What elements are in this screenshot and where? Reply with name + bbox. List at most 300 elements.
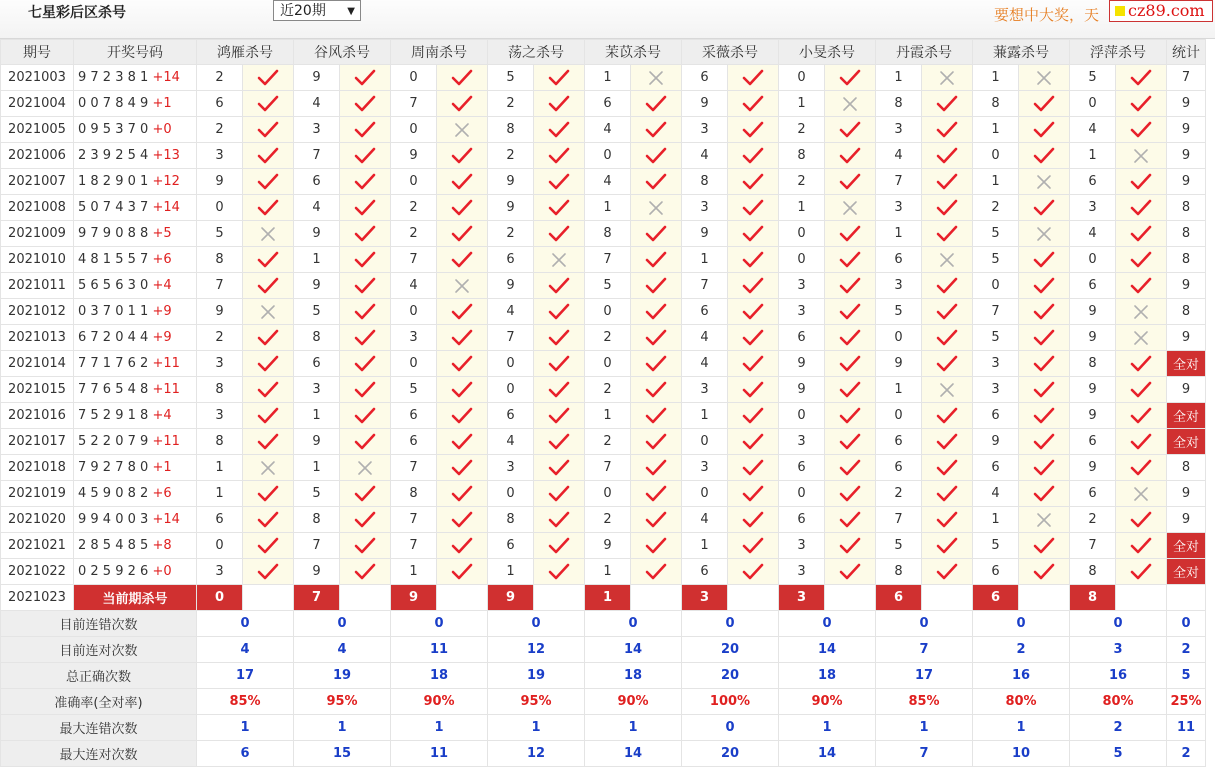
check-icon	[825, 533, 876, 559]
summary-value: 18	[779, 663, 876, 689]
current-kill-number: 3	[682, 585, 728, 611]
check-icon	[728, 221, 779, 247]
kill-number: 3	[779, 559, 825, 585]
kill-number: 1	[682, 533, 728, 559]
summary-stat: 2	[1167, 637, 1206, 663]
kill-number: 5	[1070, 65, 1116, 91]
summary-value: 0	[876, 611, 973, 637]
check-icon	[1019, 325, 1070, 351]
summary-label: 目前连错次数	[1, 611, 197, 637]
check-icon	[825, 403, 876, 429]
kill-number: 6	[197, 91, 243, 117]
check-icon	[534, 221, 585, 247]
kill-number: 3	[197, 351, 243, 377]
check-icon	[534, 169, 585, 195]
summary-value: 18	[585, 663, 682, 689]
kill-number: 0	[876, 403, 922, 429]
kill-number: 4	[682, 507, 728, 533]
kill-number: 6	[779, 507, 825, 533]
header-expert: 鸿雁杀号	[197, 40, 294, 65]
kill-number: 6	[876, 429, 922, 455]
empty-cell	[437, 585, 488, 611]
draw-digits: 9 7 9 0 8 8	[78, 226, 149, 241]
stat-cell: 9	[1167, 117, 1206, 143]
stat-cell: 9	[1167, 481, 1206, 507]
summary-value: 17	[197, 663, 294, 689]
check-icon	[1116, 351, 1167, 377]
draw-cell	[74, 351, 197, 377]
draw-digits: 2 3 9 2 5 4	[78, 148, 149, 163]
kill-number: 9	[779, 377, 825, 403]
kill-number: 3	[682, 195, 728, 221]
kill-number: 3	[488, 455, 534, 481]
kill-number: 4	[294, 195, 340, 221]
issue-cell: 2021020	[1, 507, 74, 533]
kill-number: 9	[682, 91, 728, 117]
kill-number: 0	[585, 143, 631, 169]
summary-row	[1, 741, 1206, 767]
summary-value: 14	[779, 741, 876, 767]
kill-number: 6	[585, 91, 631, 117]
kill-number: 6	[1070, 429, 1116, 455]
kill-number: 3	[876, 195, 922, 221]
cross-icon	[922, 377, 973, 403]
empty-cell	[340, 585, 391, 611]
cross-icon	[631, 65, 682, 91]
kill-number: 2	[391, 221, 437, 247]
kill-number: 1	[682, 247, 728, 273]
cross-icon	[825, 91, 876, 117]
kill-number: 6	[682, 65, 728, 91]
stat-cell: 9	[1167, 169, 1206, 195]
kill-number: 3	[682, 455, 728, 481]
check-icon	[340, 533, 391, 559]
check-icon	[631, 429, 682, 455]
kill-number: 1	[682, 403, 728, 429]
cross-icon	[1019, 221, 1070, 247]
check-icon	[631, 169, 682, 195]
kill-number: 4	[876, 143, 922, 169]
check-icon	[1019, 377, 1070, 403]
summary-value: 7	[876, 637, 973, 663]
check-icon	[728, 429, 779, 455]
check-icon	[534, 559, 585, 585]
check-icon	[922, 559, 973, 585]
kill-number: 6	[682, 299, 728, 325]
summary-row	[1, 637, 1206, 663]
summary-value: 0	[1070, 611, 1167, 637]
check-icon	[922, 429, 973, 455]
kill-number: 7	[391, 455, 437, 481]
kill-number: 3	[294, 117, 340, 143]
check-icon	[728, 507, 779, 533]
table-row	[1, 221, 1206, 247]
check-icon	[728, 299, 779, 325]
check-icon	[631, 455, 682, 481]
draw-plus: +11	[152, 356, 180, 371]
check-icon	[534, 299, 585, 325]
stat-cell: 9	[1167, 507, 1206, 533]
draw-digits: 1 8 2 9 0 1	[78, 174, 149, 189]
kill-number: 5	[585, 273, 631, 299]
draw-digits: 0 9 5 3 7 0	[78, 122, 149, 137]
draw-plus: +1	[152, 96, 172, 111]
current-issue-row	[1, 585, 1206, 611]
current-issue: 2021023	[1, 585, 74, 611]
check-icon	[922, 221, 973, 247]
summary-value: 80%	[973, 689, 1070, 715]
issue-cell: 2021016	[1, 403, 74, 429]
summary-value: 14	[779, 637, 876, 663]
draw-digits: 5 6 5 6 3 0	[78, 278, 149, 293]
cross-icon	[1019, 65, 1070, 91]
check-icon	[728, 169, 779, 195]
kill-number: 0	[779, 247, 825, 273]
kill-number: 9	[876, 351, 922, 377]
summary-value: 10	[973, 741, 1070, 767]
check-icon	[825, 273, 876, 299]
summary-value: 14	[585, 741, 682, 767]
kill-number: 8	[876, 559, 922, 585]
kill-number: 7	[876, 507, 922, 533]
summary-value: 90%	[391, 689, 488, 715]
cross-icon	[534, 247, 585, 273]
summary-value: 4	[197, 637, 294, 663]
current-kill-number: 0	[197, 585, 243, 611]
stat-cell: 9	[1167, 377, 1206, 403]
kill-number: 1	[779, 195, 825, 221]
kill-number: 5	[488, 65, 534, 91]
check-icon	[825, 325, 876, 351]
check-icon	[243, 247, 294, 273]
check-icon	[825, 429, 876, 455]
check-icon	[437, 221, 488, 247]
check-icon	[1019, 91, 1070, 117]
draw-plus: +6	[152, 486, 172, 501]
empty-cell	[243, 585, 294, 611]
summary-value: 90%	[585, 689, 682, 715]
draw-cell	[74, 559, 197, 585]
check-icon	[728, 273, 779, 299]
kill-number: 0	[197, 533, 243, 559]
table-row	[1, 481, 1206, 507]
kill-number: 6	[391, 403, 437, 429]
kill-number: 0	[682, 481, 728, 507]
draw-plus: +11	[152, 382, 180, 397]
table-row	[1, 247, 1206, 273]
kill-number: 8	[973, 91, 1019, 117]
stat-cell: 8	[1167, 195, 1206, 221]
kill-number: 4	[973, 481, 1019, 507]
check-icon	[534, 91, 585, 117]
issue-cell: 2021005	[1, 117, 74, 143]
summary-value: 1	[973, 715, 1070, 741]
kill-number: 0	[779, 65, 825, 91]
kill-number: 6	[876, 247, 922, 273]
check-icon	[534, 351, 585, 377]
cross-icon	[437, 117, 488, 143]
check-icon	[825, 221, 876, 247]
kill-number: 3	[779, 533, 825, 559]
current-kill-number: 6	[876, 585, 922, 611]
check-icon	[243, 403, 294, 429]
kill-number: 8	[197, 377, 243, 403]
summary-value: 80%	[1070, 689, 1167, 715]
check-icon	[340, 559, 391, 585]
header-stat: 统计	[1167, 40, 1206, 65]
kill-number: 3	[294, 377, 340, 403]
cross-icon	[243, 221, 294, 247]
kill-number: 9	[973, 429, 1019, 455]
kill-number: 6	[1070, 273, 1116, 299]
current-kill-number: 9	[391, 585, 437, 611]
check-icon	[728, 117, 779, 143]
kill-number: 6	[488, 247, 534, 273]
check-icon	[1019, 533, 1070, 559]
check-icon	[243, 143, 294, 169]
header-expert: 荡之杀号	[488, 40, 585, 65]
summary-value: 4	[294, 637, 391, 663]
summary-value: 3	[1070, 637, 1167, 663]
kill-number: 0	[876, 325, 922, 351]
check-icon	[728, 91, 779, 117]
draw-cell	[74, 403, 197, 429]
check-icon	[631, 559, 682, 585]
check-icon	[1019, 117, 1070, 143]
draw-plus: +12	[152, 174, 180, 189]
kill-number: 0	[973, 273, 1019, 299]
table-row	[1, 195, 1206, 221]
all-right-badge: 全对	[1167, 403, 1206, 429]
draw-cell	[74, 507, 197, 533]
check-icon	[1116, 91, 1167, 117]
stat-cell: 9	[1167, 143, 1206, 169]
summary-value: 5	[1070, 741, 1167, 767]
check-icon	[243, 559, 294, 585]
stat-cell: 8	[1167, 221, 1206, 247]
kill-number: 9	[294, 65, 340, 91]
table-row	[1, 325, 1206, 351]
table-row	[1, 91, 1206, 117]
summary-stat: 25%	[1167, 689, 1206, 715]
summary-value: 0	[294, 611, 391, 637]
kill-number: 0	[391, 169, 437, 195]
kill-number: 9	[1070, 325, 1116, 351]
summary-row	[1, 689, 1206, 715]
check-icon	[922, 403, 973, 429]
draw-digits: 7 9 2 7 8 0	[78, 460, 149, 475]
check-icon	[825, 559, 876, 585]
summary-value: 85%	[197, 689, 294, 715]
issue-cell: 2021019	[1, 481, 74, 507]
summary-value: 11	[391, 637, 488, 663]
draw-cell	[74, 273, 197, 299]
summary-stat: 0	[1167, 611, 1206, 637]
check-icon	[340, 429, 391, 455]
check-icon	[728, 143, 779, 169]
kill-number: 6	[488, 403, 534, 429]
draw-plus: +14	[152, 200, 180, 215]
check-icon	[534, 65, 585, 91]
check-icon	[1019, 559, 1070, 585]
draw-plus: +14	[152, 512, 180, 527]
summary-value: 0	[682, 715, 779, 741]
stat-cell: 8	[1167, 455, 1206, 481]
check-icon	[1019, 273, 1070, 299]
check-icon	[437, 143, 488, 169]
kill-number: 7	[391, 91, 437, 117]
draw-cell	[74, 117, 197, 143]
check-icon	[631, 91, 682, 117]
draw-plus: +13	[152, 148, 180, 163]
cross-icon	[243, 299, 294, 325]
draw-digits: 9 9 4 0 0 3	[78, 512, 149, 527]
table-row	[1, 169, 1206, 195]
site-logo[interactable]	[1109, 0, 1213, 22]
header-expert: 丹霞杀号	[876, 40, 973, 65]
check-icon	[1116, 429, 1167, 455]
stat-cell: 8	[1167, 299, 1206, 325]
kill-number: 6	[391, 429, 437, 455]
issue-cell: 2021010	[1, 247, 74, 273]
table-header-row	[1, 40, 1206, 65]
check-icon	[631, 507, 682, 533]
header-expert: 小旻杀号	[779, 40, 876, 65]
current-kill-label: 当前期杀号	[74, 585, 197, 611]
kill-number: 4	[585, 169, 631, 195]
kill-number: 2	[585, 429, 631, 455]
table-row	[1, 299, 1206, 325]
summary-value: 1	[197, 715, 294, 741]
kill-number: 8	[488, 507, 534, 533]
check-icon	[728, 377, 779, 403]
draw-cell	[74, 429, 197, 455]
draw-cell	[74, 325, 197, 351]
kill-number: 5	[294, 299, 340, 325]
kill-number: 8	[488, 117, 534, 143]
kill-number: 7	[682, 273, 728, 299]
check-icon	[1116, 507, 1167, 533]
kill-number: 8	[391, 481, 437, 507]
summary-label: 最大连错次数	[1, 715, 197, 741]
header-issue: 期号	[1, 40, 74, 65]
check-icon	[437, 429, 488, 455]
draw-cell	[74, 377, 197, 403]
check-icon	[437, 325, 488, 351]
period-select[interactable]	[273, 0, 361, 21]
check-icon	[437, 65, 488, 91]
check-icon	[534, 195, 585, 221]
check-icon	[922, 455, 973, 481]
cross-icon	[1116, 481, 1167, 507]
table-row	[1, 403, 1206, 429]
check-icon	[340, 221, 391, 247]
kill-number: 6	[1070, 169, 1116, 195]
kill-number: 0	[1070, 247, 1116, 273]
check-icon	[1019, 481, 1070, 507]
cross-icon	[1019, 169, 1070, 195]
check-icon	[1116, 559, 1167, 585]
check-icon	[437, 403, 488, 429]
all-right-badge: 全对	[1167, 351, 1206, 377]
kill-number: 3	[197, 559, 243, 585]
top-bar	[0, 0, 1215, 39]
header-expert: 采薇杀号	[682, 40, 779, 65]
kill-number: 4	[1070, 117, 1116, 143]
stat-cell: 9	[1167, 273, 1206, 299]
empty-cell	[825, 585, 876, 611]
kill-number: 9	[585, 533, 631, 559]
check-icon	[437, 299, 488, 325]
kill-number: 1	[973, 169, 1019, 195]
check-icon	[437, 169, 488, 195]
summary-value: 17	[876, 663, 973, 689]
kill-number: 5	[197, 221, 243, 247]
empty-cell	[1019, 585, 1070, 611]
check-icon	[922, 299, 973, 325]
kill-number: 4	[294, 91, 340, 117]
kill-number: 9	[488, 273, 534, 299]
issue-cell: 2021022	[1, 559, 74, 585]
kill-number: 1	[197, 481, 243, 507]
kill-number: 8	[1070, 559, 1116, 585]
summary-value: 95%	[488, 689, 585, 715]
kill-number: 3	[876, 117, 922, 143]
kill-number: 1	[973, 117, 1019, 143]
summary-value: 20	[682, 637, 779, 663]
check-icon	[728, 533, 779, 559]
check-icon	[825, 455, 876, 481]
kill-number: 8	[294, 325, 340, 351]
check-icon	[825, 351, 876, 377]
check-icon	[1019, 429, 1070, 455]
kill-number: 2	[391, 195, 437, 221]
summary-value: 0	[973, 611, 1070, 637]
check-icon	[825, 65, 876, 91]
check-icon	[243, 117, 294, 143]
kill-number: 1	[294, 403, 340, 429]
kill-number: 3	[876, 273, 922, 299]
header-expert: 蒹露杀号	[973, 40, 1070, 65]
summary-value: 0	[391, 611, 488, 637]
check-icon	[340, 273, 391, 299]
kill-number: 1	[585, 559, 631, 585]
cross-icon	[1116, 325, 1167, 351]
kill-number: 4	[682, 325, 728, 351]
all-right-badge: 全对	[1167, 533, 1206, 559]
kill-number: 6	[973, 559, 1019, 585]
check-icon	[631, 117, 682, 143]
kill-number: 1	[876, 65, 922, 91]
kill-number: 8	[1070, 351, 1116, 377]
header-expert: 周南杀号	[391, 40, 488, 65]
draw-digits: 4 8 1 5 5 7	[78, 252, 149, 267]
summary-value: 90%	[779, 689, 876, 715]
check-icon	[534, 117, 585, 143]
kill-number: 0	[391, 65, 437, 91]
kill-number: 9	[294, 273, 340, 299]
issue-cell: 2021009	[1, 221, 74, 247]
check-icon	[1019, 403, 1070, 429]
summary-value: 1	[585, 715, 682, 741]
check-icon	[1019, 351, 1070, 377]
summary-value: 14	[585, 637, 682, 663]
check-icon	[534, 481, 585, 507]
check-icon	[340, 351, 391, 377]
check-icon	[534, 143, 585, 169]
draw-cell	[74, 481, 197, 507]
check-icon	[922, 117, 973, 143]
